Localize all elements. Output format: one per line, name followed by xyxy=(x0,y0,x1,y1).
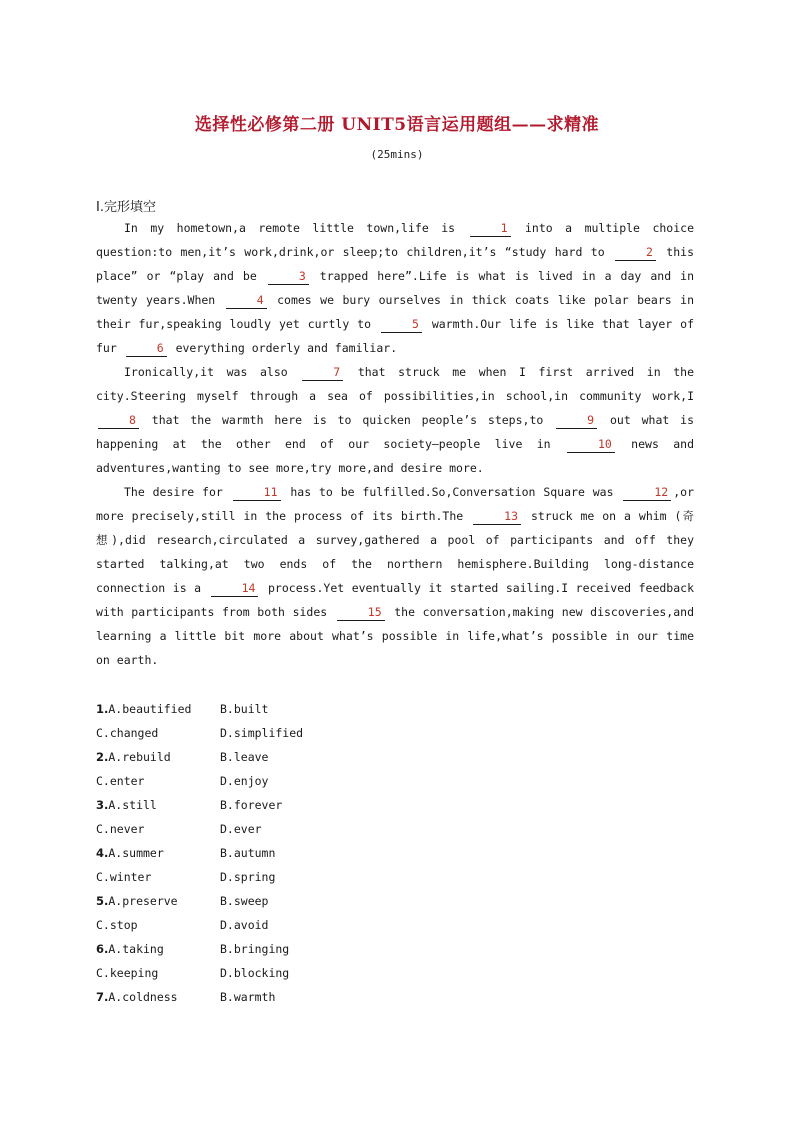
option-text: A.preserve xyxy=(108,894,178,908)
option-text: A.rebuild xyxy=(108,750,171,764)
option-d xyxy=(220,865,420,889)
blank-14: 14 xyxy=(211,581,259,597)
paragraph-1 xyxy=(96,216,694,360)
question-number: 5. xyxy=(96,894,109,908)
cloze-passage xyxy=(96,216,694,672)
question-number: 7. xyxy=(96,990,109,1004)
option-text: C.stop xyxy=(96,918,138,932)
option-text: C.keeping xyxy=(96,966,159,980)
passage-text: the conversation,making new discoveries,and learning a little bit more about what’s possible in life,what’s possible in our time on earth. xyxy=(96,605,695,667)
paragraph-3 xyxy=(96,480,694,672)
passage-text: into a multiple choice question:to men,it’s work,drink,or sleep;to children,it’s “study hard to xyxy=(96,221,695,259)
option-text: D.blocking xyxy=(220,966,290,980)
option-text: B.autumn xyxy=(220,846,276,860)
option-a xyxy=(96,937,220,961)
option-c xyxy=(96,913,220,937)
option-b xyxy=(220,937,420,961)
passage-text: this place” or “play and be xyxy=(96,245,695,283)
option-b xyxy=(220,841,420,865)
page-title: 选择性必修第二册 UNIT5语言运用题组——求精准 xyxy=(194,115,600,135)
option-text: C.enter xyxy=(96,774,145,788)
question-2-row-ab xyxy=(96,745,496,769)
passage-text: out what is happening at the other end of our society—people live in xyxy=(96,413,694,451)
passage-text: comes we bury ourselves in thick coats like polar bears in their fur,speaking loudly yet curtly to xyxy=(96,293,695,331)
passage-text: everything orderly and familiar. xyxy=(168,341,398,355)
option-c xyxy=(96,865,220,889)
option-text: B.warmth xyxy=(220,990,276,1004)
option-text: A.beautified xyxy=(108,702,192,716)
blank-1: 1 xyxy=(470,221,511,237)
question-3-row-cd xyxy=(96,817,496,841)
option-c xyxy=(96,817,220,841)
blank-7: 7 xyxy=(302,365,343,381)
time-limit: (25mins) xyxy=(370,148,424,161)
option-a xyxy=(96,793,220,817)
option-text: A.coldness xyxy=(108,990,178,1004)
answer-options xyxy=(96,697,496,1009)
option-d xyxy=(220,961,420,985)
question-number: 3. xyxy=(96,798,109,812)
question-2-row-cd xyxy=(96,769,496,793)
blank-3: 3 xyxy=(268,269,309,285)
question-number: 6. xyxy=(96,942,109,956)
option-b xyxy=(220,793,420,817)
passage-text: warmth.Our life is like that layer of fur xyxy=(96,317,694,355)
question-number: 2. xyxy=(96,750,109,764)
passage-text: Ironically,it was also xyxy=(124,365,301,379)
option-text: A.taking xyxy=(108,942,164,956)
passage-text: news and adventures,wanting to see more,try more,and desire more. xyxy=(96,437,695,475)
blank-10: 10 xyxy=(567,437,615,453)
blank-9: 9 xyxy=(556,413,597,429)
option-b xyxy=(220,985,420,1009)
blank-8: 8 xyxy=(98,413,139,429)
passage-text: The desire for xyxy=(124,485,231,499)
option-a xyxy=(96,889,220,913)
option-b xyxy=(220,697,420,721)
option-text: D.enjoy xyxy=(220,774,269,788)
blank-11: 11 xyxy=(233,485,281,501)
question-3-row-ab xyxy=(96,793,496,817)
passage-text: struck me on a whim (奇想),did research,circulated a survey,gathered a pool of participants and off they started talking,at two ends of the northern hemisphere.Building long-distance connection is a xyxy=(96,509,695,595)
question-7-row-ab xyxy=(96,985,496,1009)
blank-2: 2 xyxy=(615,245,656,261)
option-text: C.never xyxy=(96,822,145,836)
option-c xyxy=(96,769,220,793)
blank-13: 13 xyxy=(473,509,521,525)
blank-6: 6 xyxy=(126,341,167,357)
option-a xyxy=(96,985,220,1009)
option-a xyxy=(96,697,220,721)
blank-4: 4 xyxy=(226,293,267,309)
option-c xyxy=(96,721,220,745)
option-text: C.winter xyxy=(96,870,152,884)
passage-text: trapped here”.Life is what is lived in a day and in twenty years.When xyxy=(96,269,695,307)
passage-text: has to be fulfilled.So,Conversation Square was xyxy=(282,485,622,499)
option-d xyxy=(220,817,420,841)
passage-text: In my hometown,a remote little town,life is xyxy=(124,221,468,235)
option-text: A.still xyxy=(108,798,157,812)
passage-text: that the warmth here is to quicken people’s steps,to xyxy=(140,413,555,427)
blank-12: 12 xyxy=(623,485,671,501)
passage-text: process.Yet eventually it started sailing.I received feedback with participants from both sides xyxy=(96,581,694,619)
option-text: D.ever xyxy=(220,822,262,836)
question-number: 1. xyxy=(96,702,109,716)
option-text: B.leave xyxy=(220,750,269,764)
option-a xyxy=(96,745,220,769)
option-b xyxy=(220,889,420,913)
question-5-row-ab xyxy=(96,889,496,913)
option-c xyxy=(96,961,220,985)
question-1-row-cd xyxy=(96,721,496,745)
blank-5: 5 xyxy=(381,317,422,333)
section-heading: Ⅰ.完形填空 xyxy=(96,200,156,215)
passage-text: that struck me when I first arrived in the city.Steering myself through a sea of possibilities,in school,in community work,I xyxy=(96,365,695,403)
option-text: D.avoid xyxy=(220,918,269,932)
question-5-row-cd xyxy=(96,913,496,937)
question-4-row-ab xyxy=(96,841,496,865)
option-text: C.changed xyxy=(96,726,159,740)
option-text: D.simplified xyxy=(220,726,304,740)
blank-15: 15 xyxy=(337,605,385,621)
question-number: 4. xyxy=(96,846,109,860)
question-6-row-ab xyxy=(96,937,496,961)
option-b xyxy=(220,745,420,769)
passage-text: ,or more precisely,still in the process of its birth.The xyxy=(96,485,694,523)
option-text: B.built xyxy=(220,702,269,716)
option-d xyxy=(220,769,420,793)
option-text: D.spring xyxy=(220,870,276,884)
option-text: B.bringing xyxy=(220,942,290,956)
option-d xyxy=(220,721,420,745)
option-d xyxy=(220,913,420,937)
option-text: B.sweep xyxy=(220,894,269,908)
question-6-row-cd xyxy=(96,961,496,985)
option-text: B.forever xyxy=(220,798,283,812)
option-text: A.summer xyxy=(108,846,164,860)
paragraph-2 xyxy=(96,360,694,480)
question-1-row-ab xyxy=(96,697,496,721)
option-a xyxy=(96,841,220,865)
question-4-row-cd xyxy=(96,865,496,889)
